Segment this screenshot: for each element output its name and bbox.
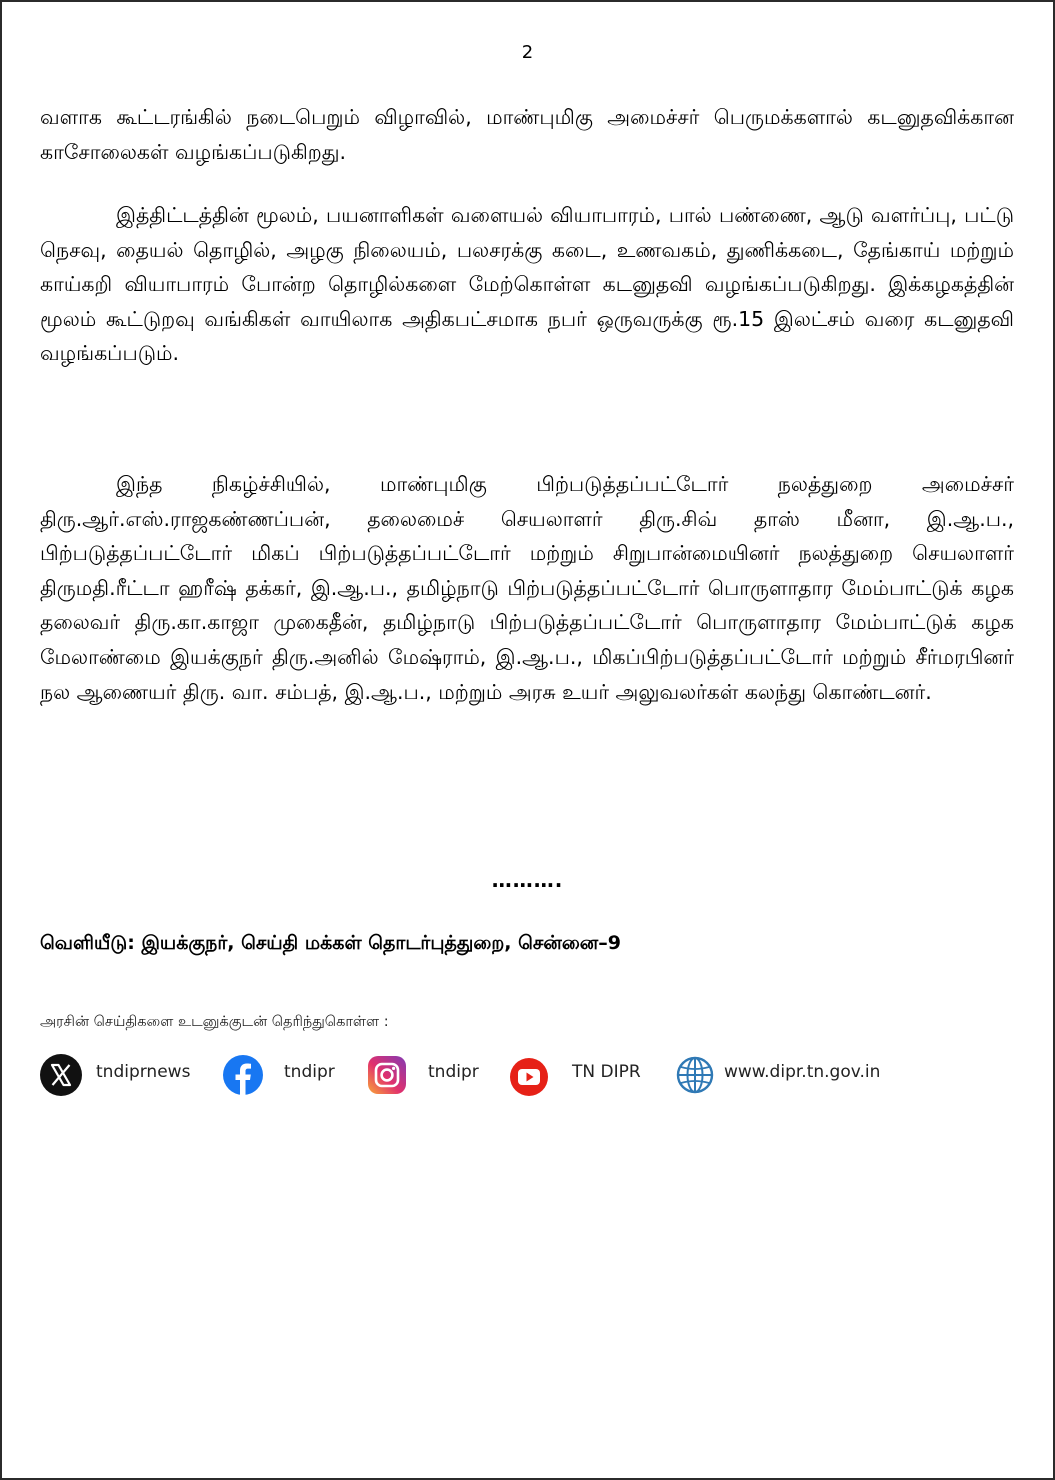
paragraph-attendees: இந்த நிகழ்ச்சியில், மாண்புமிகு பிற்படுத்தப்பட்டோர் நலத்துறை அமைச்சர் திரு.ஆர்.எஸ்.ராஜகண்ணப்பன், தலைமைச் செயலாளர் திரு.சிவ் தாஸ் மீனா, இ.ஆ.ப., பிற்படுத்தப்பட்டோர் மிகப் பிற்படுத்தப்பட்டோர் மற்றும் சிறுபான்மையினர் நலத்துறை செயலாளர் திருமதி.ரீட்டா ஹரீஷ் தக்கர், இ.ஆ.ப., தமிழ்நாடு பிற்படுத்தப்பட்டோர் பொருளாதார மேம்பாட்டுக் கழக தலைவர் திரு.கா.காஜா முகைதீன், தமிழ்நாடு பிற்படுத்தப்பட்டோர் பொருளாதார மேம்பாட்டுக் கழக மேலாண்மை இயக்குநர் திரு.அனில் மேஷ்ராம், இ.ஆ.ப., மிகப்பிற்படுத்தப்பட்டோர் மற்றும் சீர்மரபினர் நல ஆணையர் திரு. வா. சம்பத், இ.ஆ.ப., மற்றும் அரசு உயர் அலுவலர்கள் கலந்து கொண்டனர். [40, 472, 1014, 704]
paragraph-ceremony: வளாக கூட்டரங்கில் நடைபெறும் விழாவில், மாண்புமிகு அமைச்சர் பெருமக்களால் கடனுதவிக்கான காசோலைகள் வழங்கப்படுகிறது. [40, 105, 1014, 164]
globe-icon [674, 1054, 716, 1096]
social-label-instagram: tndipr [428, 1062, 479, 1082]
section-separator: ………. [491, 868, 564, 892]
youtube-icon [508, 1054, 550, 1096]
paragraph-scheme-details: இத்திட்டத்தின் மூலம், பயனாளிகள் வளையல் வியாபாரம், பால் பண்ணை, ஆடு வளர்ப்பு, பட்டு நெசவு, தையல் தொழில், அழகு நிலையம், பலசரக்கு கடை, உணவகம், துணிக்கடை, தேங்காய் மற்றும் காய்கறி வியாபாரம் போன்ற தொழில்களை மேற்கொள்ள கடனுதவி வழங்கப்படுகிறது. இக்கழகத்தின் மூலம் கூட்டுறவு வங்கிகள் வாயிலாக அதிகபட்சமாக நபர் ஒருவருக்கு ரூ.15 இலட்சம் வரை கடனுதவி வழங்கப்படும். [40, 203, 1014, 366]
publisher-line: வெளியீடு: இயக்குநர், செய்தி மக்கள் தொடர்புத்துறை, சென்னை–9 [40, 932, 621, 954]
social-label-youtube: TN DIPR [572, 1062, 641, 1082]
social-label-x: tndiprnews [96, 1062, 191, 1082]
instagram-icon [366, 1054, 408, 1096]
facebook-icon [222, 1054, 264, 1096]
social-label-website: www.dipr.tn.gov.in [724, 1062, 881, 1082]
social-label-facebook: tndipr [284, 1062, 335, 1082]
follow-caption: அரசின் செய்திகளை உடனுக்குடன் தெரிந்துகொள்ள : [40, 1014, 389, 1030]
x-icon [40, 1054, 82, 1096]
page-number: 2 [521, 42, 534, 63]
